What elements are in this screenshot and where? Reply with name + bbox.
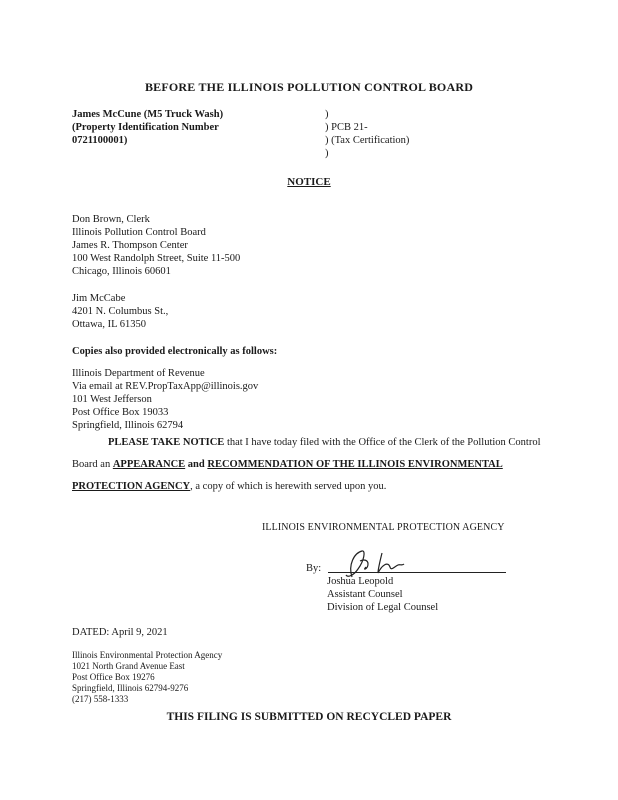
address-line: Don Brown, Clerk [72, 214, 150, 225]
address-line: 4201 N. Columbus St., [72, 306, 169, 317]
address-line: James R. Thompson Center [72, 240, 188, 251]
signer-division: Division of Legal Counsel [327, 602, 439, 613]
agency-name: ILLINOIS ENVIRONMENTAL PROTECTION AGENCY [262, 522, 505, 533]
address-line: Via email at REV.PropTaxApp@illinois.gov [72, 381, 259, 392]
caption-line: James McCune (M5 Truck Wash) [72, 109, 224, 120]
address-line: 1021 North Grand Avenue East [72, 661, 185, 671]
address-line: Illinois Environmental Protection Agency [72, 650, 223, 660]
signer-block [327, 575, 438, 614]
caption-line: ) [325, 148, 329, 159]
address-line: 100 West Randolph Street, Suite 11-500 [72, 253, 241, 264]
address-line: 101 West Jefferson [72, 394, 152, 405]
by-label: By: [306, 563, 322, 574]
notice-lead: PLEASE TAKE NOTICE [108, 437, 225, 448]
recipient-mccabe-address [72, 292, 168, 331]
notice-heading: NOTICE [287, 176, 331, 188]
address-line: Springfield, Illinois 62794 [72, 420, 184, 431]
caption-line: ) (Tax Certification) [325, 135, 410, 146]
caption-line: ) PCB 21- [325, 122, 368, 133]
recommendation-title: RECOMMENDATION OF THE ILLINOIS ENVIRONMENTAL PROTECTION AGENCY [72, 459, 503, 492]
copies-label: Copies also provided electronically as follows: [72, 346, 278, 357]
address-line: Ottawa, IL 61350 [72, 319, 146, 330]
case-caption-parties [72, 108, 223, 147]
agency-address [72, 650, 222, 705]
recipient-revenue-address [72, 367, 258, 432]
appearance-title: APPEARANCE [112, 459, 186, 470]
address-line: Springfield, Illinois 62794-9276 [72, 683, 189, 693]
case-caption-number [325, 108, 409, 160]
recycled-paper-notice: THIS FILING IS SUBMITTED ON RECYCLED PAPER [166, 711, 452, 723]
address-line: Post Office Box 19276 [72, 672, 155, 682]
caption-line: 0721100001) [72, 135, 128, 146]
address-line: Chicago, Illinois 60601 [72, 266, 171, 277]
address-line: Jim McCabe [72, 293, 126, 304]
body-text-2: , a copy of which is herewith served upon you. [190, 481, 387, 492]
signer-title: Assistant Counsel [327, 589, 403, 600]
caption-line: (Property Identification Number [72, 122, 219, 133]
address-line: (217) 558-1333 [72, 694, 129, 704]
signer-name: Joshua Leopold [327, 576, 394, 587]
recipient-clerk-address [72, 213, 240, 278]
address-line: Illinois Pollution Control Board [72, 227, 206, 238]
notice-body [72, 432, 542, 498]
caption-line: ) [325, 109, 329, 120]
body-text-1: that I have today filed with the Office of the Clerk of the Pollution Control Board an [72, 437, 541, 470]
address-line: Post Office Box 19033 [72, 407, 169, 418]
document-title: BEFORE THE ILLINOIS POLLUTION CONTROL BOARD [144, 80, 474, 94]
body-and: and [185, 459, 208, 470]
address-line: Illinois Department of Revenue [72, 368, 205, 379]
dated-line: DATED: April 9, 2021 [72, 627, 168, 638]
